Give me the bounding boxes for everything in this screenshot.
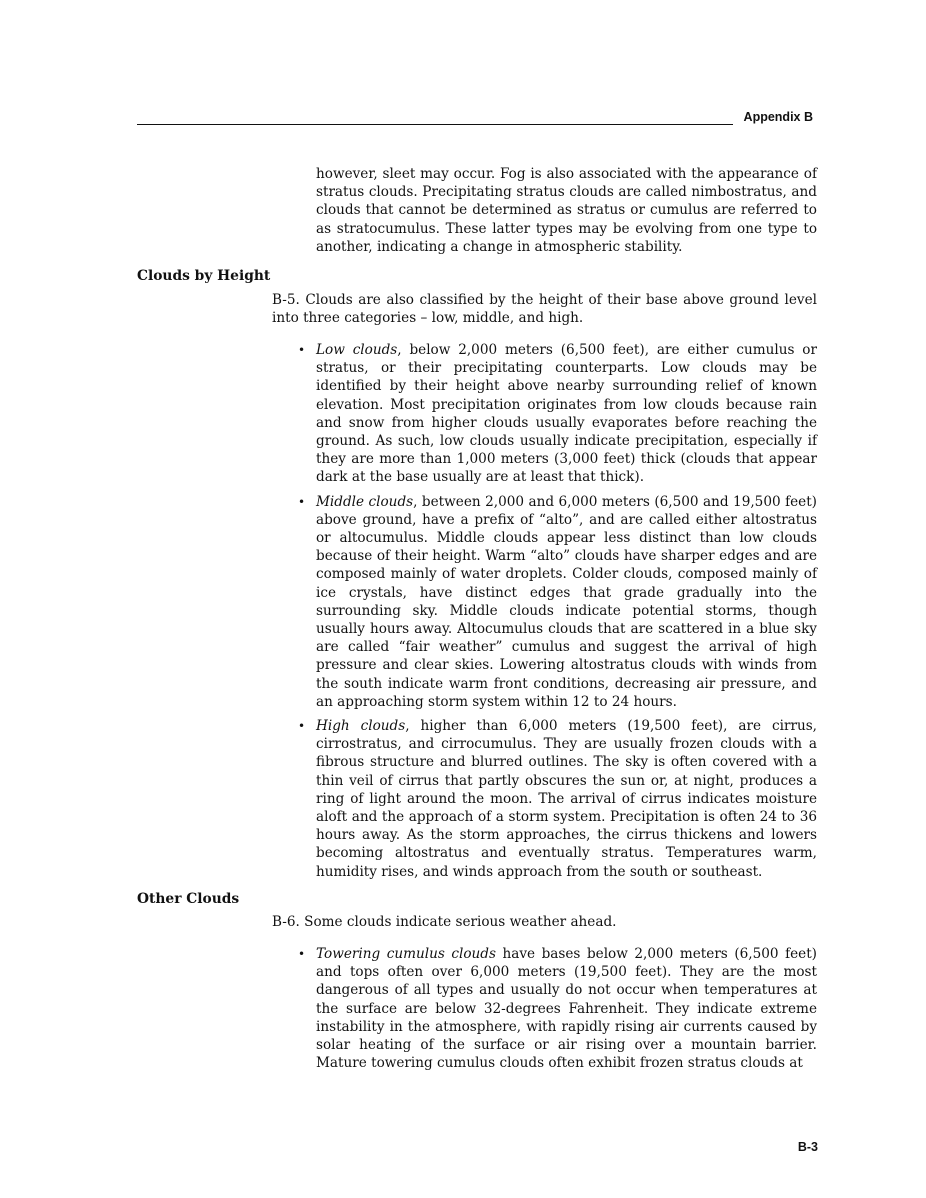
bullet-high-clouds — [298, 717, 817, 881]
intro-paragraph: however, sleet may occur. Fog is also associated with the appearance of stratus clouds. Precipitating stratus clouds are called nimbostratus, and clouds that cannot be determined as stratus or cumulus are referred to as stratocumulus. These latter types may be evolving from one type to another, indicating a change in atmospheric stability. — [316, 166, 817, 255]
running-header — [137, 108, 813, 126]
paragraph-b5: B-5. Clouds are also classified by the height of their base above ground level into three categories – low, middle, and high. — [272, 292, 817, 327]
section-heading-other-clouds: Other Clouds — [137, 891, 240, 907]
bullet-text-middle-clouds: , between 2,000 and 6,000 meters (6,500 and 19,500 feet) above ground, have a prefix of “alto”, and are called either altostratus or altocumulus. Middle clouds appear less distinct than low clouds because of their height. Warm “alto” clouds have sharper edges and are composed mainly of water droplets. Colder clouds, composed mainly of ice crystals, have distinct edges that grade gradually into the surrounding sky. Middle clouds indicate potential storms, though usually hours away. Altocumulus clouds that are scattered in a blue sky are called “fair weather” cumulus and suggest the arrival of high pressure and clear skies. Lowering altostratus clouds with winds from the south indicate warm front conditions, decreasing air pressure, and an approaching storm system within 12 to 24 hours. — [316, 493, 817, 710]
bullet-icon: • — [298, 947, 306, 961]
bullet-icon: • — [298, 494, 306, 509]
term-high-clouds: High clouds — [316, 718, 406, 735]
page-number: B-3 — [797, 1140, 818, 1154]
header-rule — [137, 124, 733, 125]
bullet-icon: • — [298, 719, 306, 734]
bullet-list-clouds-by-height — [298, 341, 817, 887]
paragraph-b6: B-6. Some clouds indicate serious weather ahead. — [272, 914, 617, 930]
bullet-text-towering-cumulus: have bases below 2,000 meters (6,500 feet) and tops often over 6,000 meters (19,500 feet). They are the most dangerous of all types and usually do not occur when temperatures at the surface are below 32-degrees Fahrenheit. They indicate extreme instability in the atmosphere, with rapidly rising air currents caused by solar heating of the surface or air rising over a mountain barrier. Mature towering cumulus clouds often exhibit frozen stratus clouds at — [316, 946, 817, 1072]
bullet-text-low-clouds: , below 2,000 meters (6,500 feet), are either cumulus or stratus, or their precipitating counterparts. Low clouds may be identified by their height above nearby surrounding relief of known elevation. Most precipitation originates from low clouds because rain and snow from higher clouds usually evaporates before reaching the ground. As such, low clouds usually indicate precipitation, especially if they are more than 1,000 meters (3,000 feet) thick (clouds that appear dark at the base usually are at least that thick). — [316, 342, 817, 486]
bullet-low-clouds — [298, 341, 817, 487]
section-heading-clouds-by-height: Clouds by Height — [137, 268, 271, 284]
bullet-text-high-clouds: , higher than 6,000 meters (19,500 feet), are cirrus, cirrostratus, and cirrocumulus. They are usually frozen clouds with a fibrous structure and blurred outlines. The sky is often covered with a thin veil of cirrus that partly obscures the sun or, at night, produces a ring of light around the moon. The arrival of cirrus indicates moisture aloft and the approach of a storm system. Precipitation is often 24 to 36 hours away. As the storm approaches, the cirrus thickens and lowers becoming altostratus and eventually stratus. Temperatures warm, humidity rises, and winds approach from the south or southeast. — [316, 718, 817, 880]
header-label: Appendix B — [743, 110, 813, 124]
bullet-towering-cumulus — [298, 945, 817, 1072]
bullet-icon: • — [298, 343, 306, 357]
term-low-clouds: Low clouds — [316, 342, 398, 358]
bullet-list-other-clouds — [298, 945, 817, 1078]
bullet-middle-clouds — [298, 493, 817, 711]
term-middle-clouds: Middle clouds — [316, 493, 414, 510]
term-towering-cumulus: Towering cumulus clouds — [316, 946, 496, 962]
